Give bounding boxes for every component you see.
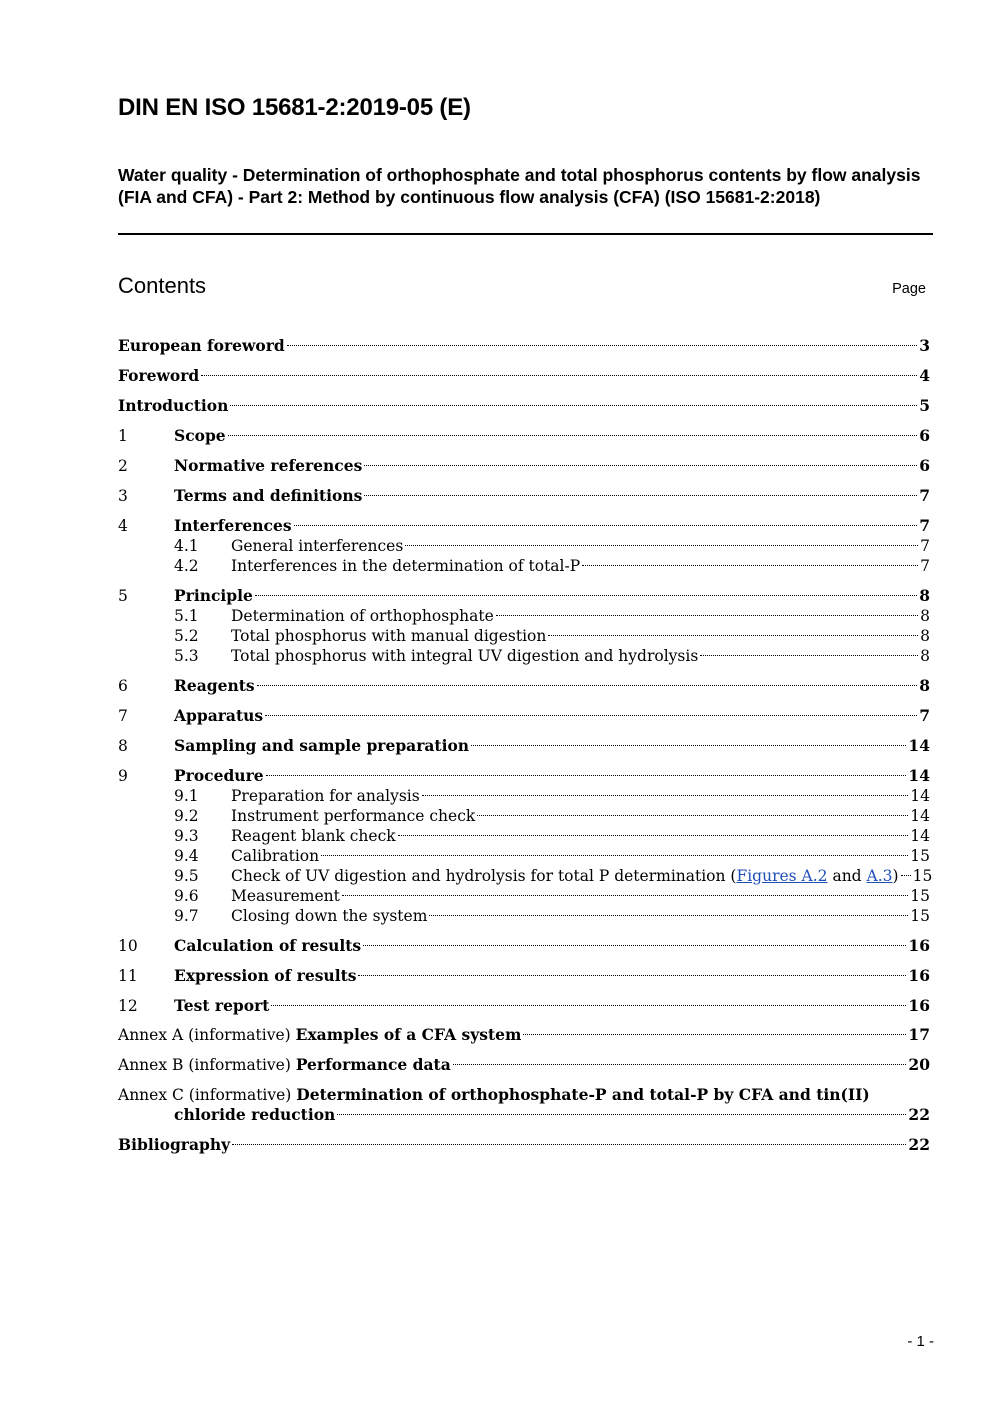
dot-leader — [548, 635, 918, 636]
toc-entry-9-4[interactable] — [118, 846, 930, 866]
toc-page: 5 — [919, 396, 930, 415]
toc-title: Performance data — [295, 1055, 451, 1074]
dot-leader — [364, 465, 917, 466]
toc-title: Total phosphorus with manual digestion — [231, 627, 547, 645]
toc-title: Total phosphorus with integral UV digestion and hydrolysis — [231, 647, 699, 665]
toc-title: Test report — [174, 996, 270, 1015]
toc-page: 3 — [919, 336, 930, 355]
toc-title: Procedure — [174, 766, 264, 785]
figure-a2-link[interactable]: Figures A.2 — [736, 867, 828, 885]
toc-page: 4 — [919, 366, 930, 385]
dot-leader — [271, 1005, 906, 1006]
toc-number: 10 — [118, 937, 138, 955]
toc-page: 7 — [920, 557, 930, 575]
toc-page: 7 — [919, 516, 930, 535]
toc-title: Expression of results — [174, 966, 357, 985]
toc-title: Bibliography — [118, 1135, 231, 1154]
toc-page: 8 — [920, 607, 930, 625]
toc-entry-annex-a[interactable] — [118, 1025, 930, 1045]
toc-number: 9.7 — [174, 907, 199, 925]
toc-title: General interferences — [231, 537, 404, 555]
toc-page: 15 — [910, 907, 930, 925]
toc-entry-5-principle[interactable] — [118, 586, 930, 606]
figure-a3-link[interactable]: A.3 — [866, 867, 893, 885]
dot-leader — [337, 1114, 906, 1115]
dot-leader — [321, 855, 908, 856]
dot-leader — [582, 565, 918, 566]
toc-page: 8 — [920, 647, 930, 665]
page-number: - 1 - — [907, 1333, 934, 1350]
toc-number: 5.1 — [174, 607, 199, 625]
toc-page: 8 — [919, 676, 930, 695]
annex-prefix: Annex A (informative) — [118, 1026, 296, 1044]
toc-entry-3-terms[interactable] — [118, 486, 930, 506]
table-of-contents — [118, 330, 933, 1155]
toc-title-text: Check of UV digestion and hydrolysis for total P determination ( — [231, 867, 737, 885]
dot-leader — [255, 595, 917, 596]
toc-number: 4.1 — [174, 537, 199, 555]
dot-leader — [201, 375, 917, 376]
toc-page: 22 — [908, 1105, 930, 1124]
toc-number: 1 — [118, 427, 128, 445]
dot-leader — [398, 835, 909, 836]
toc-entry-european-foreword[interactable] — [118, 336, 930, 356]
dot-leader — [523, 1034, 906, 1035]
toc-title: Sampling and sample preparation — [174, 736, 470, 755]
toc-entry-annex-c[interactable] — [118, 1085, 930, 1125]
toc-page: 7 — [919, 486, 930, 505]
toc-title: Introduction — [118, 396, 229, 415]
dot-leader — [257, 685, 918, 686]
dot-leader — [364, 495, 917, 496]
toc-number: 3 — [118, 487, 128, 505]
toc-page: 14 — [910, 827, 930, 845]
toc-number: 6 — [118, 677, 128, 695]
toc-number: 9.1 — [174, 787, 199, 805]
and-text: and — [827, 867, 867, 885]
toc-entry-7-apparatus[interactable] — [118, 706, 930, 726]
dot-leader — [228, 435, 918, 436]
toc-title: Principle — [174, 586, 253, 605]
toc-title: Measurement — [231, 887, 340, 905]
toc-page: 7 — [920, 537, 930, 555]
toc-title: Scope — [174, 426, 226, 445]
toc-page: 14 — [910, 787, 930, 805]
dot-leader — [266, 775, 907, 776]
toc-number: 7 — [118, 707, 128, 725]
toc-number: 5.3 — [174, 647, 199, 665]
toc-page: 16 — [908, 966, 930, 985]
toc-title: Examples of a CFA system — [295, 1025, 522, 1044]
toc-title: Reagents — [174, 676, 255, 695]
toc-page: 14 — [908, 766, 930, 785]
page-column-heading: Page — [892, 281, 926, 297]
dot-leader — [287, 345, 917, 346]
dot-leader — [232, 1144, 906, 1145]
title-divider — [118, 233, 933, 235]
toc-entry-9-5[interactable] — [118, 866, 933, 886]
toc-title-line2: chloride reduction — [174, 1105, 336, 1124]
dot-leader — [294, 525, 918, 526]
toc-title: Apparatus — [174, 706, 264, 725]
toc-page: 20 — [908, 1055, 930, 1074]
toc-entry-5-1[interactable] — [118, 606, 930, 626]
toc-entry-9-2[interactable] — [118, 806, 930, 826]
contents-heading: Contents — [118, 273, 207, 298]
toc-entry-10-calculation[interactable] — [118, 936, 930, 956]
dot-leader — [453, 1064, 907, 1065]
document-id: DIN EN ISO 15681-2:2019-05 (E) — [118, 94, 471, 121]
dot-leader — [363, 945, 906, 946]
toc-page: 15 — [910, 847, 930, 865]
toc-entry-5-3[interactable] — [118, 646, 930, 666]
toc-number: 5.2 — [174, 627, 199, 645]
toc-title: Determination of orthophosphate — [231, 607, 494, 625]
toc-title: Preparation for analysis — [231, 787, 420, 805]
dot-leader — [429, 915, 908, 916]
toc-entry-annex-b[interactable] — [118, 1055, 930, 1075]
toc-page: 14 — [908, 736, 930, 755]
dot-leader — [265, 715, 917, 716]
toc-entry-12-test-report[interactable] — [118, 996, 930, 1016]
toc-title: Foreword — [118, 366, 200, 385]
toc-page: 14 — [910, 807, 930, 825]
toc-number: 11 — [118, 967, 138, 985]
toc-entry-4-1[interactable] — [118, 536, 930, 556]
toc-page: 8 — [919, 586, 930, 605]
toc-title: Reagent blank check — [231, 827, 396, 845]
toc-entry-introduction[interactable] — [118, 396, 930, 416]
toc-page: 8 — [920, 627, 930, 645]
toc-title: Interferences in the determination of total-P — [231, 557, 581, 575]
toc-number: 9.4 — [174, 847, 199, 865]
toc-entry-9-7[interactable] — [118, 906, 930, 926]
toc-entry-11-expression[interactable] — [118, 966, 930, 986]
toc-entry-9-1[interactable] — [118, 786, 930, 806]
toc-entry-9-6[interactable] — [118, 886, 930, 906]
toc-entry-6-reagents[interactable] — [118, 676, 930, 696]
toc-entry-9-3[interactable] — [118, 826, 930, 846]
toc-page: 17 — [908, 1025, 930, 1044]
dot-leader — [230, 405, 917, 406]
toc-title: Closing down the system — [231, 907, 428, 925]
dot-leader — [358, 975, 906, 976]
toc-page: 7 — [919, 706, 930, 725]
toc-entry-9-procedure[interactable] — [118, 766, 930, 786]
toc-number: 9.2 — [174, 807, 199, 825]
toc-title: Terms and definitions — [174, 486, 363, 505]
toc-page: 6 — [919, 456, 930, 475]
toc-title: Calibration — [231, 847, 320, 865]
toc-title: Interferences — [174, 516, 292, 535]
toc-title: Instrument performance check — [231, 807, 476, 825]
toc-number: 4 — [118, 517, 128, 535]
toc-page: 15 — [912, 867, 933, 885]
dot-leader — [342, 895, 908, 896]
toc-page: 16 — [908, 936, 930, 955]
toc-number: 2 — [118, 457, 128, 475]
toc-title: European foreword — [118, 336, 285, 355]
toc-number: 5 — [118, 587, 128, 605]
toc-number: 9 — [118, 767, 128, 785]
dot-leader — [477, 815, 908, 816]
toc-title-line1: Determination of orthophosphate-P and total-P by CFA and tin(II) — [296, 1085, 870, 1104]
toc-title: Normative references — [174, 456, 363, 475]
dot-leader — [496, 615, 918, 616]
toc-entry-4-interferences[interactable] — [118, 516, 930, 536]
toc-number: 9.3 — [174, 827, 199, 845]
close-paren: ) — [892, 867, 899, 885]
toc-entry-1-scope[interactable] — [118, 426, 930, 446]
toc-entry-foreword[interactable] — [118, 366, 930, 386]
toc-page: 6 — [919, 426, 930, 445]
toc-page: 16 — [908, 996, 930, 1015]
toc-number: 4.2 — [174, 557, 199, 575]
toc-entry-4-2[interactable] — [118, 556, 930, 576]
dot-leader — [901, 875, 911, 876]
toc-entry-5-2[interactable] — [118, 626, 930, 646]
toc-number: 8 — [118, 737, 128, 755]
toc-entry-8-sampling[interactable] — [118, 736, 930, 756]
toc-entry-bibliography[interactable] — [118, 1135, 930, 1155]
dot-leader — [471, 745, 906, 746]
dot-leader — [422, 795, 909, 796]
annex-prefix: Annex C (informative) — [118, 1086, 297, 1104]
dot-leader — [405, 545, 918, 546]
toc-number: 12 — [118, 997, 138, 1015]
toc-title — [231, 866, 899, 886]
toc-number: 9.6 — [174, 887, 199, 905]
toc-title: Calculation of results — [174, 936, 362, 955]
dot-leader — [700, 655, 918, 656]
annex-prefix: Annex B (informative) — [118, 1056, 296, 1074]
toc-number: 9.5 — [174, 867, 199, 885]
toc-page: 22 — [908, 1135, 930, 1154]
document-title: Water quality - Determination of orthophosphate and total phosphorus contents by flow analysis (FIA and CFA) - Part 2: Method by continuous flow analysis (CFA) (ISO 15681-2:2018) — [118, 165, 921, 207]
toc-page: 15 — [910, 887, 930, 905]
toc-entry-2-normative-references[interactable] — [118, 456, 930, 476]
